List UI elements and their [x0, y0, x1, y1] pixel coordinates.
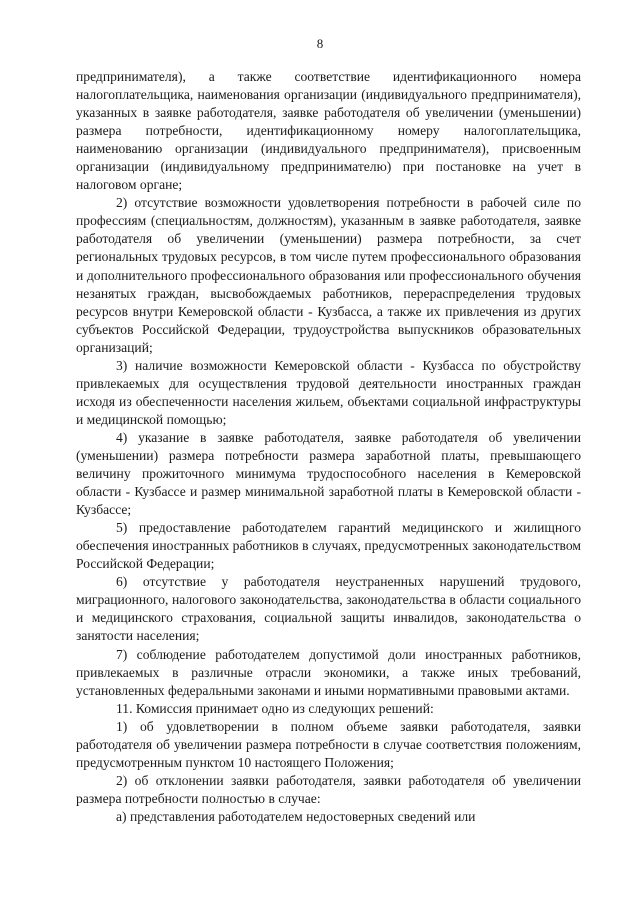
paragraph-item-5: 5) предоставление работодателем гарантий медицинского и жилищного обеспечения иностранных работников в случаях, предусмотренных законодательством Российской Федерации; — [76, 520, 581, 572]
paragraph-continued: предпринимателя), а также соответствие идентификационного номера налогоплательщика, наименования организации (индивидуального предпринимателя), указанных в заявке работодателя, заявке работодателя об увеличении (уменьшении) размера потребности, идентификационному номеру налогоплательщика, наименованию организации (индивидуального предпринимателя), присвоенным организации (индивидуальному предпринимателю) при постановке на учет в налоговом органе; — [76, 69, 581, 193]
decision-item-2: 2) об отклонении заявки работодателя, заявки работодателя об увеличении размера потребности полностью в случае: — [76, 772, 581, 806]
paragraph-item-4: 4) указание в заявке работодателя, заявке работодателя об увеличении (уменьшении) размера потребности размера заработной платы, превышающего величину прожиточного минимума трудоспособного населения в Кемеровской области - Кузбассе и размер минимальной заработной платы в Кемеровской области - Кузбассе; — [76, 429, 581, 518]
paragraph-item-2: 2) отсутствие возможности удовлетворения потребности в рабочей силе по профессиям (специальностям, должностям), указанным в заявке работодателя, заявке работодателя об увеличении (уменьшении) размера потребности, за счет региональных трудовых ресурсов, в том числе путем профессионального образования и дополнительного профессионального образования или профессионального обучения незанятых граждан, высвобождаемых работников, перераспределения трудовых ресурсов внутри Кемеровской области - Кузбасса, а также их привлечения из других субъектов Российской Федерации, трудоустройства выпускников образовательных организаций; — [76, 195, 581, 355]
page-number: 8 — [316, 36, 324, 51]
document-body — [76, 68, 581, 826]
section-11-heading: 11. Комиссия принимает одно из следующих решений: — [116, 700, 434, 716]
paragraph-item-6: 6) отсутствие у работодателя неустраненных нарушений трудового, миграционного, налогового законодательства, законодательства в области социального и медицинского страхования, социальной защиты инвалидов, законодательства о занятости населения; — [76, 574, 581, 644]
decision-item-1: 1) об удовлетворении в полном объеме заявки работодателя, заявки работодателя об увеличении размера потребности в случае соответствия положениям, предусмотренным пунктом 10 настоящего Положения; — [76, 718, 581, 770]
paragraph-item-7: 7) соблюдение работодателем допустимой доли иностранных работников, привлекаемых в различные отрасли экономики, а также иных требований, установленных федеральными законами и иными нормативными правовыми актами. — [76, 646, 581, 698]
decision-subitem-a: а) представления работодателем недостоверных сведений или — [116, 808, 476, 824]
paragraph-item-3: 3) наличие возможности Кемеровской области - Кузбасса по обустройству привлекаемых для осуществления трудовой деятельности иностранных граждан исходя из обеспеченности населения жильем, объектами социальной инфраструктуры и медицинской помощью; — [76, 357, 581, 427]
